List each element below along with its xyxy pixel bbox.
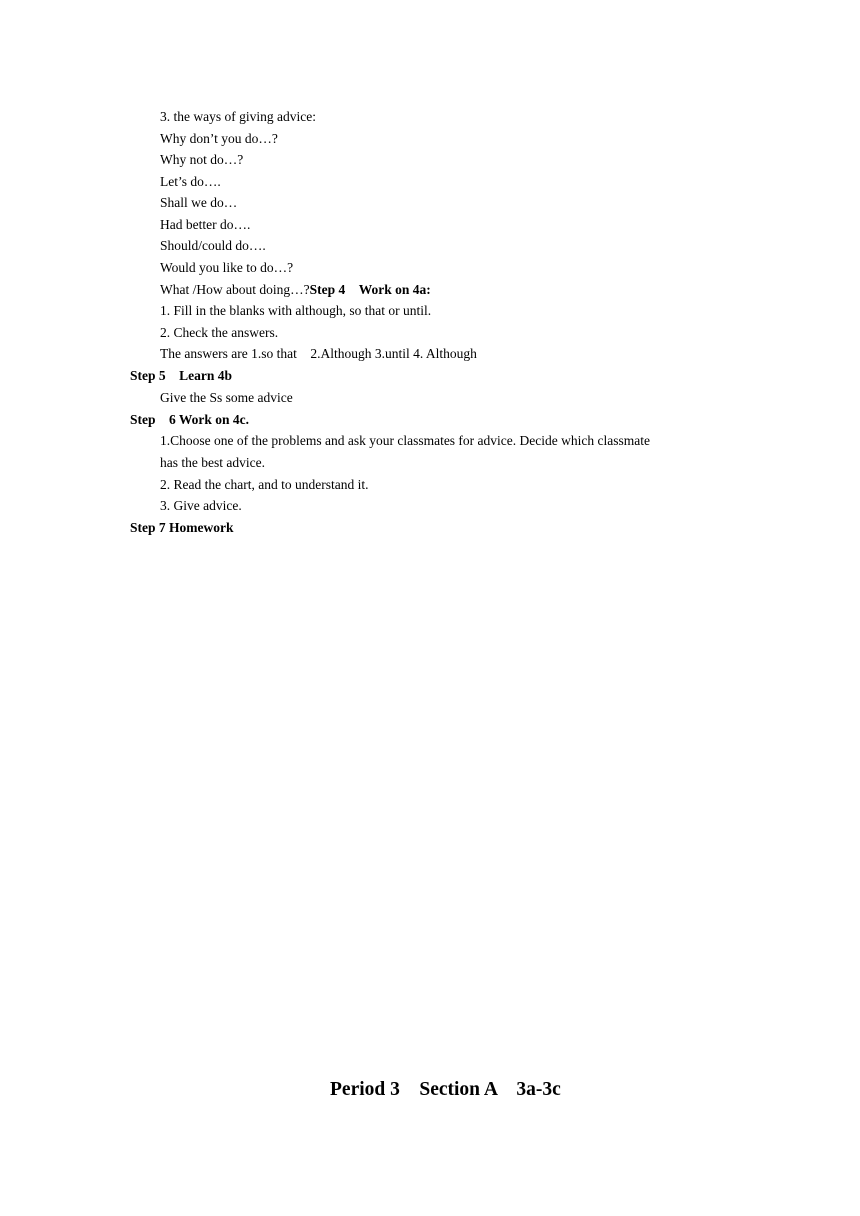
text-line-mixed xyxy=(160,282,431,298)
text-line: Should/could do…. xyxy=(160,238,266,253)
period-heading: Period 3 Section A 3a-3c xyxy=(330,1079,561,1100)
text-line: Let’s do…. xyxy=(160,174,221,189)
text-line: Would you like to do…? xyxy=(160,260,294,275)
text-line: Shall we do… xyxy=(160,195,238,210)
text-line: 1.Choose one of the problems and ask your classmates for advice. Decide which classmate xyxy=(160,433,650,448)
text-line: Why not do…? xyxy=(160,152,244,167)
text-line: The answers are 1.so that 2.Although 3.until 4. Although xyxy=(160,346,477,361)
text-line: 3. Give advice. xyxy=(160,498,242,513)
text-line: has the best advice. xyxy=(160,455,265,470)
step-heading xyxy=(130,412,249,428)
step-heading xyxy=(130,520,234,536)
step-heading-text: Step 6 Work on 4c. xyxy=(130,412,250,427)
step-heading-text: Step 7 Homework xyxy=(130,520,234,535)
text-line: Had better do…. xyxy=(160,217,251,232)
text-line: 2. Check the answers. xyxy=(160,325,279,340)
text-line: 1. Fill in the blanks with although, so that or until. xyxy=(160,303,432,318)
text-line: Why don’t you do…? xyxy=(160,131,278,146)
text-line: Give the Ss some advice xyxy=(160,390,293,405)
text-line: 2. Read the chart, and to understand it. xyxy=(160,477,369,492)
step-heading: Step 4 Work on 4a: xyxy=(309,282,431,297)
step-heading-text: Step 5 Learn 4b xyxy=(130,368,233,383)
step-heading xyxy=(130,368,232,384)
text-fragment: What /How about doing…? xyxy=(160,282,310,297)
text-line: 3. the ways of giving advice: xyxy=(160,109,316,124)
